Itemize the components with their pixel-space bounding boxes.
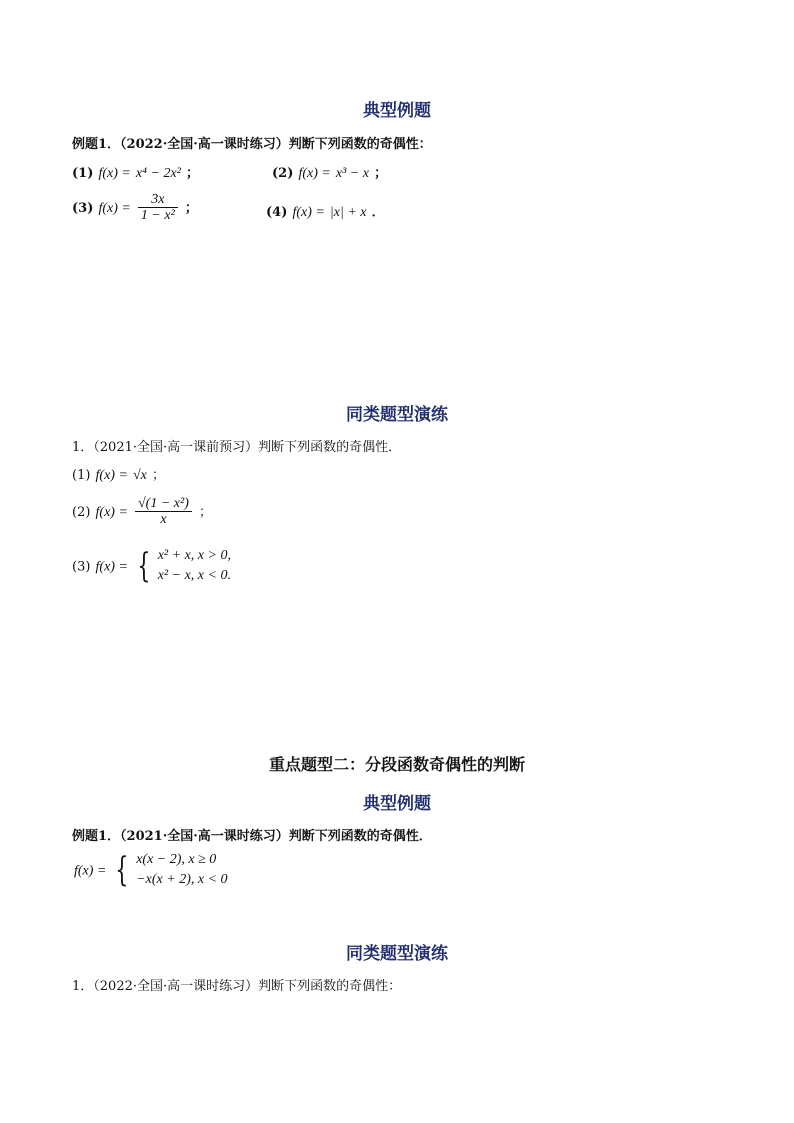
example1-item-4: (4) f(x) = |x| + x ． xyxy=(266,205,385,220)
formula-rhs: |x| + x xyxy=(329,205,367,220)
left-brace: { xyxy=(137,546,151,586)
formula-lhs: f(x) = xyxy=(95,559,128,575)
formula-rhs: √x xyxy=(132,468,147,483)
example1-item-2: (2) f(x) = x³ − x ； xyxy=(272,166,388,181)
section3-title: 重点题型二：分段函数奇偶性的判断 xyxy=(268,755,525,774)
practice1-question: 1．（2021·全国·高一课前预习）判断下列函数的奇偶性． xyxy=(72,440,402,455)
example2-piecewise xyxy=(74,850,228,890)
example1-question xyxy=(72,133,432,152)
practice1-item-1: (1) f(x) = √x ； xyxy=(72,468,165,483)
formula-lhs: f(x) = xyxy=(98,166,131,181)
example1-item-3: (3) f(x) = $\frac{3x}{\text{1 − x²}}$ ； xyxy=(72,192,198,223)
formula-lhs: f(x) = xyxy=(95,468,128,483)
example-source: （2022·全国·高一课时练习） xyxy=(120,137,289,152)
formula-rhs: x³ − x xyxy=(335,166,369,181)
practice1-item-2: (2) f(x) = $\frac{\text{√(1 − x²)}}{x}$ ； xyxy=(72,496,212,527)
section4-heading: 同类题型演练 xyxy=(346,944,448,964)
section1-heading: 典型例题 xyxy=(363,101,431,121)
section3-heading: 典型例题 xyxy=(363,794,431,814)
formula-lhs: f(x) = xyxy=(292,205,325,220)
example-prompt: 判断下列函数的奇偶性： xyxy=(288,137,432,152)
practice2-question: 1．（2022·全国·高一课时练习）判断下列函数的奇偶性： xyxy=(72,979,402,994)
example1-item-1: (1) f(x) = x⁴ − 2x² ； xyxy=(72,166,199,181)
formula-lhs: f(x) = xyxy=(98,201,131,216)
formula-rhs: x⁴ − 2x² xyxy=(135,166,181,181)
section2-heading: 同类题型演练 xyxy=(346,405,448,425)
formula-lhs: f(x) = xyxy=(95,505,128,520)
example-label: 例题1． xyxy=(72,137,121,152)
fraction: $\frac{3x}{\text{1 − x²}}$ xyxy=(138,192,178,223)
piecewise-cases: x(x − 2), x ≥ 0 −x(x + 2), x < 0 xyxy=(136,852,228,887)
fraction: $\frac{\text{√(1 − x²)}}{x}$ xyxy=(135,496,192,527)
left-brace: { xyxy=(115,850,129,890)
example2-question: 例题1．（2021·全国·高一课时练习）判断下列函数的奇偶性． xyxy=(72,829,432,844)
formula-lhs: f(x) = xyxy=(74,863,107,879)
formula-lhs: f(x) = xyxy=(298,166,331,181)
practice1-item-3: (3) f(x) = { x² + x, x > 0, x² − x, x < 0. xyxy=(72,546,231,586)
piecewise-cases: x² + x, x > 0, x² − x, x < 0. xyxy=(157,548,231,583)
